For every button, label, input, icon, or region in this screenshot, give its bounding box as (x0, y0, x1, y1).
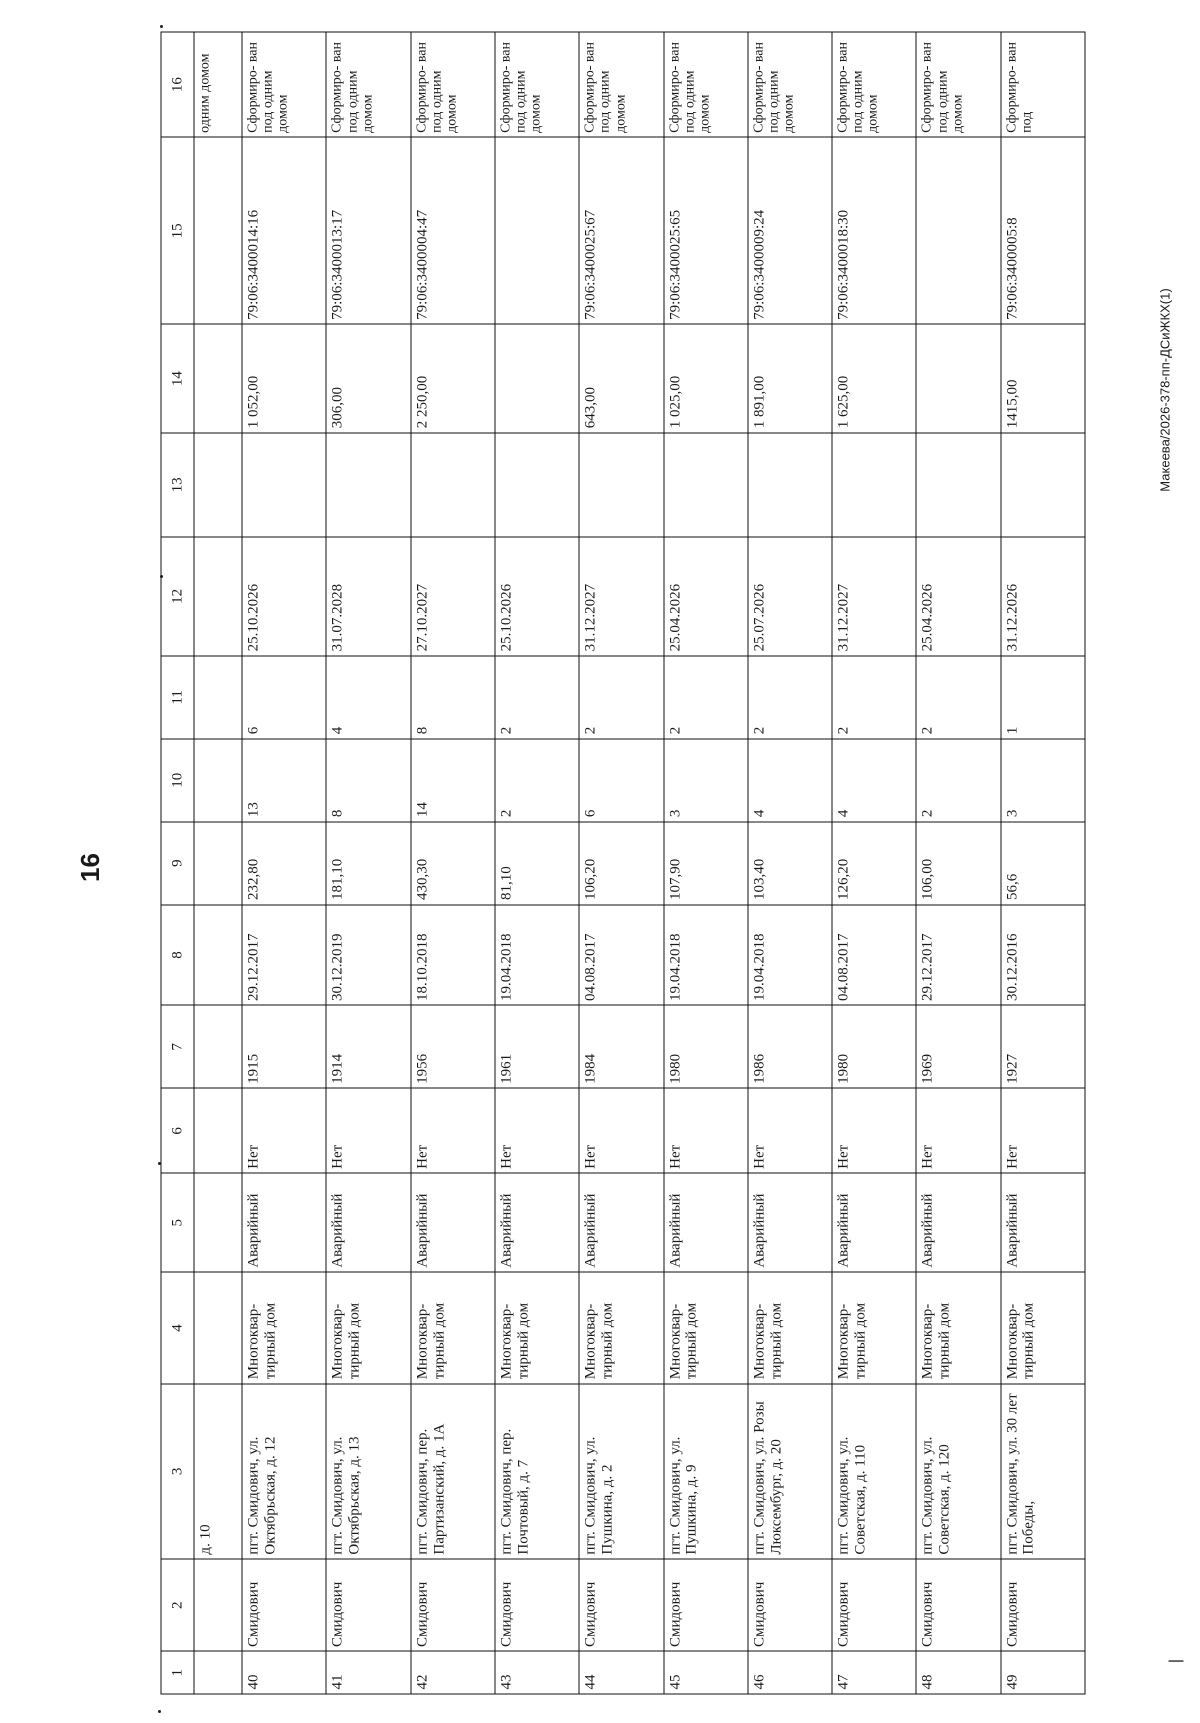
table-cell (664, 433, 748, 537)
table-cell: 1980 (832, 1005, 916, 1088)
table-cell: Аварийный (832, 1173, 916, 1272)
table-row (1001, 32, 1085, 1694)
table-cell: 31.12.2026 (1001, 537, 1085, 656)
column-number: 6 (161, 1088, 194, 1173)
table-cell: 31.12.2027 (579, 537, 663, 656)
table-cell: Многоквар- тирный дом (1001, 1272, 1085, 1384)
table-cell: 1969 (916, 1005, 1000, 1088)
column-number: 15 (161, 137, 194, 324)
table-cell: 181,10 (326, 822, 410, 905)
emergency-housing-table (161, 32, 1086, 1695)
table-body (194, 32, 1085, 1694)
table-cell (194, 1005, 242, 1088)
table-cell: пгт. Смидович, пер. Почтовый, д. 7 (495, 1384, 579, 1559)
table-cell: 79:06:3400014:16 (242, 137, 326, 324)
table-cell: Смидович (832, 1559, 916, 1651)
table-cell: 25.04.2026 (664, 537, 748, 656)
table-cell: 79:06:3400013:17 (326, 137, 410, 324)
table-cell: 25.04.2026 (916, 537, 1000, 656)
table-cell: 81,10 (495, 822, 579, 905)
table-cell: 126,20 (832, 822, 916, 905)
table-cell: Аварийный (664, 1173, 748, 1272)
table-cell: 46 (748, 1652, 832, 1695)
table-cell: Нет (748, 1088, 832, 1173)
table-cell: 14 (411, 739, 495, 822)
table-cell (194, 905, 242, 1006)
table-cell: 8 (411, 656, 495, 739)
page-number: 16 (74, 853, 105, 882)
table-cell: 2 250,00 (411, 324, 495, 432)
column-number: 7 (161, 1005, 194, 1088)
table-cell: 42 (411, 1652, 495, 1695)
table-cell (1001, 433, 1085, 537)
table-cell: 4 (832, 739, 916, 822)
table-cell: Аварийный (579, 1173, 663, 1272)
table-cell: Сформиро- ван под одним домом (832, 32, 916, 137)
table-cell (194, 1652, 242, 1695)
table-cell: 306,00 (326, 324, 410, 432)
table-cell: 1 025,00 (664, 324, 748, 432)
table-cell: 2 (664, 656, 748, 739)
table-cell: 1915 (242, 1005, 326, 1088)
table-cell: Аварийный (411, 1173, 495, 1272)
footer-mark: | (1167, 1658, 1185, 1664)
table-cell (916, 324, 1000, 432)
table-cell: 18.10.2018 (411, 905, 495, 1006)
table-cell: 2 (748, 656, 832, 739)
table-cell: Сформиро- ван под одним домом (495, 32, 579, 137)
table-cell (579, 433, 663, 537)
column-number-row (161, 32, 194, 1694)
document-code: Макеева/2026-378-пп-ДСиЖКХ(1) (1157, 288, 1173, 492)
table-cell: 49 (1001, 1652, 1085, 1695)
table-cell: Нет (242, 1088, 326, 1173)
table-cell: 4 (748, 739, 832, 822)
scan-dot (160, 25, 163, 28)
table-cell: 79:06:3400025:65 (664, 137, 748, 324)
table-cell: Смидович (916, 1559, 1000, 1651)
scan-dot (158, 1710, 161, 1713)
table-cell: Смидович (748, 1559, 832, 1651)
table-cell: Сформиро- ван под одним домом (579, 32, 663, 137)
table-cell: 1 (1001, 656, 1085, 739)
table-cell: 13 (242, 739, 326, 822)
table-cell: 1984 (579, 1005, 663, 1088)
column-number: 12 (161, 537, 194, 656)
table-cell: 2 (832, 656, 916, 739)
table-cell: 30.12.2016 (1001, 905, 1085, 1006)
table-cell: 79:06:3400009:24 (748, 137, 832, 324)
table-row (664, 32, 748, 1694)
table-cell: Многоквар- тирный дом (579, 1272, 663, 1384)
column-number: 10 (161, 739, 194, 822)
table-cell: Смидович (242, 1559, 326, 1651)
table-cell: пгт. Смидович, ул. Розы Люксембург, д. 20 (748, 1384, 832, 1559)
table-cell: Сформиро- ван под одним домом (664, 32, 748, 137)
table-cell: пгт. Смидович, ул. Советская, д. 110 (832, 1384, 916, 1559)
table-cell: 04.08.2017 (579, 905, 663, 1006)
column-number: 11 (161, 656, 194, 739)
table-cell: 2 (495, 739, 579, 822)
column-number: 13 (161, 433, 194, 537)
table-cell (916, 137, 1000, 324)
table-cell: пгт. Смидович, ул. Пушкина, д. 2 (579, 1384, 663, 1559)
table-row (326, 32, 410, 1694)
table-cell: 79:06:3400025:67 (579, 137, 663, 324)
table-cell: 2 (495, 656, 579, 739)
table-cell: Аварийный (748, 1173, 832, 1272)
table-cell: Многоквар- тирный дом (242, 1272, 326, 1384)
table-cell: Нет (664, 1088, 748, 1173)
table-cell: Смидович (1001, 1559, 1085, 1651)
table-cell: 8 (326, 739, 410, 822)
table-cell: 3 (664, 739, 748, 822)
table-cell: Аварийный (916, 1173, 1000, 1272)
table-cell: 1914 (326, 1005, 410, 1088)
table-cell: Сформиро- ван под одним домом (916, 32, 1000, 137)
table-cell: 1 052,00 (242, 324, 326, 432)
table-row (832, 32, 916, 1694)
table-cell (832, 433, 916, 537)
column-number: 16 (161, 32, 194, 137)
table-row (242, 32, 326, 1694)
table-cell: Сформиро- ван под одним домом (242, 32, 326, 137)
table-cell (748, 433, 832, 537)
table-cell: Многоквар- тирный дом (832, 1272, 916, 1384)
table-cell: д. 10 (194, 1384, 242, 1559)
table-cell: 6 (579, 739, 663, 822)
table-cell: 430,30 (411, 822, 495, 905)
column-number: 3 (161, 1384, 194, 1559)
table-cell: 79:06:3400005:8 (1001, 137, 1085, 324)
housing-table-container (161, 32, 1086, 1695)
column-number: 9 (161, 822, 194, 905)
table-cell (194, 137, 242, 324)
table-cell: 1980 (664, 1005, 748, 1088)
table-cell: Нет (326, 1088, 410, 1173)
table-cell: 106,20 (579, 822, 663, 905)
table-cell: 1 891,00 (748, 324, 832, 432)
table-cell (194, 324, 242, 432)
table-cell: Нет (832, 1088, 916, 1173)
table-cell: Многоквар- тирный дом (748, 1272, 832, 1384)
column-number: 2 (161, 1559, 194, 1651)
table-cell: 79:06:3400018:30 (832, 137, 916, 324)
table-cell: 29.12.2017 (916, 905, 1000, 1006)
table-cell: 29.12.2017 (242, 905, 326, 1006)
table-cell: Многоквар- тирный дом (326, 1272, 410, 1384)
table-cell: 25.10.2026 (495, 537, 579, 656)
table-cell: пгт. Смидович, ул. 30 лет Победы, (1001, 1384, 1085, 1559)
table-cell: 1961 (495, 1005, 579, 1088)
table-row (579, 32, 663, 1694)
table-cell: Сформиро- ван под (1001, 32, 1085, 137)
table-cell (411, 433, 495, 537)
table-cell (194, 1559, 242, 1651)
table-cell: 1927 (1001, 1005, 1085, 1088)
table-cell: 27.10.2027 (411, 537, 495, 656)
table-cell: 1 625,00 (832, 324, 916, 432)
table-cell: 43 (495, 1652, 579, 1695)
table-cell: 1986 (748, 1005, 832, 1088)
table-cell: Нет (916, 1088, 1000, 1173)
table-cell: 19.04.2018 (664, 905, 748, 1006)
table-cell: Многоквар- тирный дом (495, 1272, 579, 1384)
carry-over-row (194, 32, 242, 1694)
table-cell: Аварийный (326, 1173, 410, 1272)
table-row (748, 32, 832, 1694)
table-row (916, 32, 1000, 1694)
column-number: 4 (161, 1272, 194, 1384)
table-cell (194, 656, 242, 739)
column-number: 5 (161, 1173, 194, 1272)
table-cell: 1956 (411, 1005, 495, 1088)
table-cell: Аварийный (495, 1173, 579, 1272)
table-cell (242, 433, 326, 537)
table-cell: Нет (1001, 1088, 1085, 1173)
table-cell: пгт. Смидович, ул. Октябрьская, д. 12 (242, 1384, 326, 1559)
table-cell (194, 822, 242, 905)
table-cell: Смидович (326, 1559, 410, 1651)
table-cell: 103,40 (748, 822, 832, 905)
table-cell: пгт. Смидович, ул. Пушкина, д. 9 (664, 1384, 748, 1559)
table-cell: 44 (579, 1652, 663, 1695)
table-cell: 19.04.2018 (495, 905, 579, 1006)
table-cell: Аварийный (242, 1173, 326, 1272)
table-cell: Сформиро- ван под одним домом (326, 32, 410, 137)
table-cell: Смидович (411, 1559, 495, 1651)
table-cell (194, 739, 242, 822)
table-cell: 6 (242, 656, 326, 739)
column-number: 14 (161, 324, 194, 432)
table-cell: 40 (242, 1652, 326, 1695)
table-cell: 31.12.2027 (832, 537, 916, 656)
table-cell (194, 433, 242, 537)
table-cell: 45 (664, 1652, 748, 1695)
table-cell: 25.10.2026 (242, 537, 326, 656)
table-cell: 232,80 (242, 822, 326, 905)
table-cell (194, 1272, 242, 1384)
table-cell: 106,00 (916, 822, 1000, 905)
table-cell (194, 1173, 242, 1272)
table-cell: 1415,00 (1001, 324, 1085, 432)
table-cell: 107,90 (664, 822, 748, 905)
table-cell (495, 433, 579, 537)
table-cell: 04.08.2017 (832, 905, 916, 1006)
table-cell: 48 (916, 1652, 1000, 1695)
column-number: 1 (161, 1652, 194, 1695)
table-cell: 47 (832, 1652, 916, 1695)
table-cell: пгт. Смидович, ул. Советская, д. 120 (916, 1384, 1000, 1559)
table-cell: Нет (495, 1088, 579, 1173)
table-cell (194, 1088, 242, 1173)
table-cell: 56,6 (1001, 822, 1085, 905)
table-cell: 3 (1001, 739, 1085, 822)
table-cell: пгт. Смидович, ул. Октябрьская, д. 13 (326, 1384, 410, 1559)
table-cell: 4 (326, 656, 410, 739)
table-cell (194, 537, 242, 656)
table-cell (916, 433, 1000, 537)
table-cell: 41 (326, 1652, 410, 1695)
table-cell: 2 (579, 656, 663, 739)
table-cell (326, 433, 410, 537)
table-cell: пгт. Смидович, пер. Партизанский, д. 1А (411, 1384, 495, 1559)
table-cell: Сформиро- ван под одним домом (411, 32, 495, 137)
table-cell: Аварийный (1001, 1173, 1085, 1272)
table-cell: Смидович (664, 1559, 748, 1651)
table-cell (495, 324, 579, 432)
table-cell: Нет (579, 1088, 663, 1173)
table-cell (495, 137, 579, 324)
table-cell: 2 (916, 739, 1000, 822)
table-cell: 79:06:3400004:47 (411, 137, 495, 324)
table-row (495, 32, 579, 1694)
table-cell: Сформиро- ван под одним домом (748, 32, 832, 137)
table-cell: 25.07.2026 (748, 537, 832, 656)
table-row (411, 32, 495, 1694)
table-cell: Смидович (579, 1559, 663, 1651)
table-cell: Нет (411, 1088, 495, 1173)
table-cell: Смидович (495, 1559, 579, 1651)
table-cell: Многоквар- тирный дом (664, 1272, 748, 1384)
table-cell: 2 (916, 656, 1000, 739)
column-number: 8 (161, 905, 194, 1006)
table-cell: одним домом (194, 32, 242, 137)
table-cell: 19.04.2018 (748, 905, 832, 1006)
table-cell: Многоквар- тирный дом (411, 1272, 495, 1384)
table-cell: 30.12.2019 (326, 905, 410, 1006)
table-cell: 31.07.2028 (326, 537, 410, 656)
table-cell: Многоквар- тирный дом (916, 1272, 1000, 1384)
table-cell: 643,00 (579, 324, 663, 432)
